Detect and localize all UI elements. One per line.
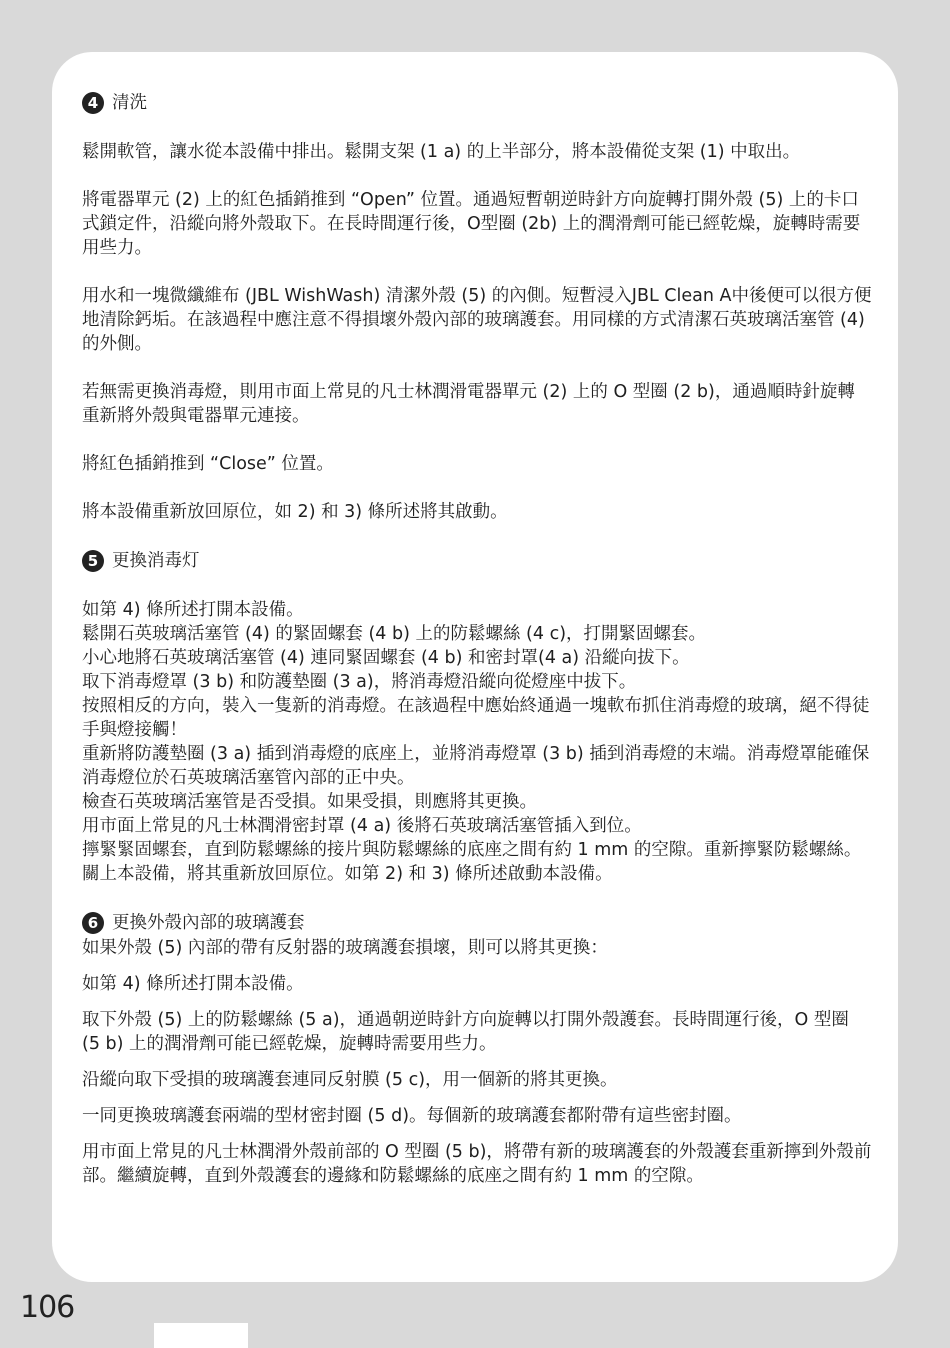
section-6-intro: 如果外殼 (5) 內部的帶有反射器的玻璃護套損壞，則可以將其更換：	[82, 938, 608, 958]
section-4-paragraph: 若無需更換消毒燈，則用市面上常見的凡士林潤滑電器單元 (2) 上的 O 型圈 (2 b)，通過順時針旋轉重新將外殼與電器單元連接。	[82, 382, 855, 426]
section-6-paragraph: 一同更換玻璃護套兩端的型材密封圈 (5 d)。每個新的玻璃護套都附帶有這些密封圈。	[82, 1106, 742, 1126]
section-5-line: 檢查石英玻璃活塞管是否受損。如果受損，則應將其更換。	[82, 792, 537, 812]
section-5-heading	[82, 548, 872, 574]
section-4-paragraph: 用水和一塊微纖維布 (JBL WishWash) 清潔外殼 (5) 的內側。短暫浸入JBL Clean A中後便可以很方便地清除鈣垢。在該過程中應注意不得損壞外殼內部的玻璃護套。用同樣的方式清潔石英玻璃活塞管 (4) 的外側。	[82, 286, 872, 354]
section-6-paragraph: 如第 4) 條所述打開本設備。	[82, 974, 304, 994]
section-4-paragraph: 將紅色插銷推到 “Close” 位置。	[82, 454, 334, 474]
footer-mark	[154, 1323, 248, 1348]
section-5-line: 取下消毒燈罩 (3 b) 和防護墊圈 (3 a)，將消毒燈沿縱向從燈座中拔下。	[82, 672, 637, 692]
section-4-heading	[82, 90, 872, 116]
section-5-line: 用市面上常見的凡士林潤滑密封罩 (4 a) 後將石英玻璃活塞管插入到位。	[82, 816, 642, 836]
section-5-number-badge: 5	[82, 550, 104, 572]
section-5-line: 小心地將石英玻璃活塞管 (4) 連同緊固螺套 (4 b) 和密封罩(4 a) 沿縱向拔下。	[82, 648, 690, 668]
section-5-line: 按照相反的方向，裝入一隻新的消毒燈。在該過程中應始終通過一塊軟布抓住消毒燈的玻璃，絕不得徒手與燈接觸！	[82, 696, 870, 740]
page-number: 106	[20, 1290, 75, 1325]
section-4-title: 清洗	[112, 93, 147, 113]
section-4-paragraph: 將電器單元 (2) 上的紅色插銷推到 “Open” 位置。通過短暫朝逆時針方向旋轉打開外殼 (5) 上的卡口式鎖定件，沿縱向將外殼取下。在長時間運行後，O型圈 (2b) 上的潤滑劑可能已經乾燥，旋轉時需要用些力。	[82, 190, 861, 258]
section-6-number-badge: 6	[82, 912, 104, 934]
section-5-line: 如第 4) 條所述打開本設備。	[82, 600, 304, 620]
section-5-line: 關上本設備，將其重新放回原位。如第 2) 和 3) 條所述啟動本設備。	[82, 864, 613, 884]
section-6-heading	[82, 910, 872, 936]
section-4-paragraph: 鬆開軟管，讓水從本設備中排出。鬆開支架 (1 a) 的上半部分，將本設備從支架 (1) 中取出。	[82, 142, 801, 162]
section-6-title: 更換外殼內部的玻璃護套	[112, 913, 305, 933]
section-6-paragraph: 用市面上常見的凡士林潤滑外殼前部的 O 型圈 (5 b)，將帶有新的玻璃護套的外殼護套重新擰到外殼前部。繼續旋轉，直到外殼護套的邊緣和防鬆螺絲的底座之間有約 1 mm 的空隙。	[82, 1142, 872, 1186]
section-6-paragraph: 沿縱向取下受損的玻璃護套連同反射膜 (5 c)，用一個新的將其更換。	[82, 1070, 618, 1090]
section-5-line: 鬆開石英玻璃活塞管 (4) 的緊固螺套 (4 b) 上的防鬆螺絲 (4 c)，打開緊固螺套。	[82, 624, 707, 644]
document-body	[82, 90, 872, 1188]
section-6-paragraph: 取下外殼 (5) 上的防鬆螺絲 (5 a)，通過朝逆時針方向旋轉以打開外殼護套。長時間運行後，O 型圈 (5 b) 上的潤滑劑可能已經乾燥，旋轉時需要用些力。	[82, 1010, 849, 1054]
section-4-paragraph: 將本設備重新放回原位，如 2) 和 3) 條所述將其啟動。	[82, 502, 508, 522]
section-4-number-badge: 4	[82, 92, 104, 114]
section-5-line: 擰緊緊固螺套，直到防鬆螺絲的接片與防鬆螺絲的底座之間有約 1 mm 的空隙。重新擰緊防鬆螺絲。	[82, 840, 862, 860]
section-5-title: 更換消毒灯	[112, 551, 200, 571]
section-5-line: 重新將防護墊圈 (3 a) 插到消毒燈的底座上，並將消毒燈罩 (3 b) 插到消毒燈的末端。消毒燈罩能確保消毒燈位於石英玻璃活塞管內部的正中央。	[82, 744, 870, 788]
